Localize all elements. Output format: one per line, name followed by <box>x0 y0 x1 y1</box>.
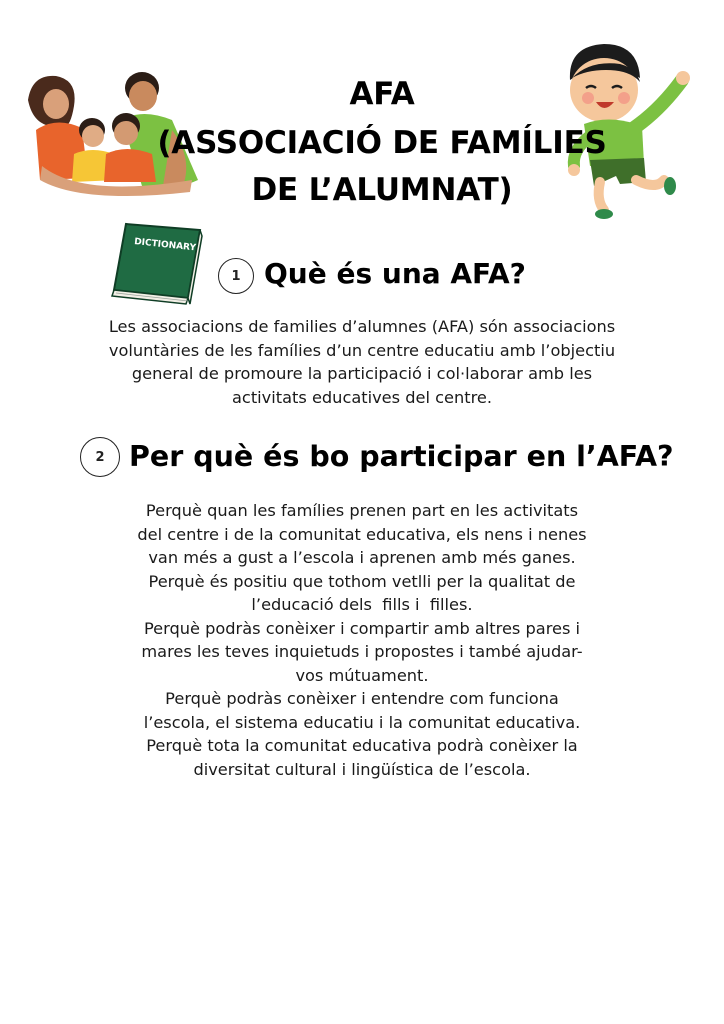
section-2-line: del centre i de la comunitat educativa, els nens i nenes <box>137 524 587 544</box>
section-2-line: l’educació dels fills i filles. <box>251 595 473 614</box>
section-2-line: vos mútuament. <box>295 665 429 685</box>
dictionary-book-icon <box>104 220 204 306</box>
section-2-line: Perquè quan les famílies prenen part en les activitats <box>145 501 579 520</box>
section-2-line: Perquè podràs conèixer i entendre com funciona <box>165 689 559 708</box>
section-2-line: diversitat cultural i lingüística de l’escola. <box>193 759 531 779</box>
book-label: DICTIONARY <box>133 237 197 254</box>
section-2-line: Perquè és positiu que tothom vetlli per la qualitat de <box>148 571 576 591</box>
section-1-heading: Què és una AFA? <box>264 257 526 290</box>
section-2-heading: Per què és bo participar en l’AFA? <box>129 440 674 473</box>
section-1-line: Les associacions de families d’alumnes (AFA) són associacions <box>108 317 616 336</box>
page-title-line-3: DE L’ALUMNAT) <box>251 172 513 208</box>
section-2-line: Perquè podràs conèixer i compartir amb altres pares i <box>143 618 581 638</box>
section-1-number: 1 <box>218 258 254 294</box>
section-2-line: l’escola, el sistema educatiu i la comunitat educativa. <box>143 712 581 732</box>
section-2-paragraph <box>100 499 624 781</box>
section-1-line: activitats educatives del centre. <box>232 387 492 407</box>
section-1-line: general de promoure la participació i col·laborar amb les <box>131 364 593 383</box>
section-2-line: Perquè tota la comunitat educativa podrà conèixer la <box>146 736 578 755</box>
page-title-line-2: (ASSOCIACIÓ DE FAMÍLIES <box>157 125 607 161</box>
section-2-number: 2 <box>80 437 120 477</box>
section-1-paragraph <box>60 315 664 409</box>
section-2-line: mares les teves inquietuds i propostes i també ajudar- <box>141 642 583 661</box>
page-title-line-1: AFA <box>349 76 415 112</box>
section-2-line: van més a gust a l’escola i aprenen amb més ganes. <box>148 548 576 567</box>
section-1-line: voluntàries de les famílies d’un centre educatiu amb l’objectiu <box>108 340 616 360</box>
